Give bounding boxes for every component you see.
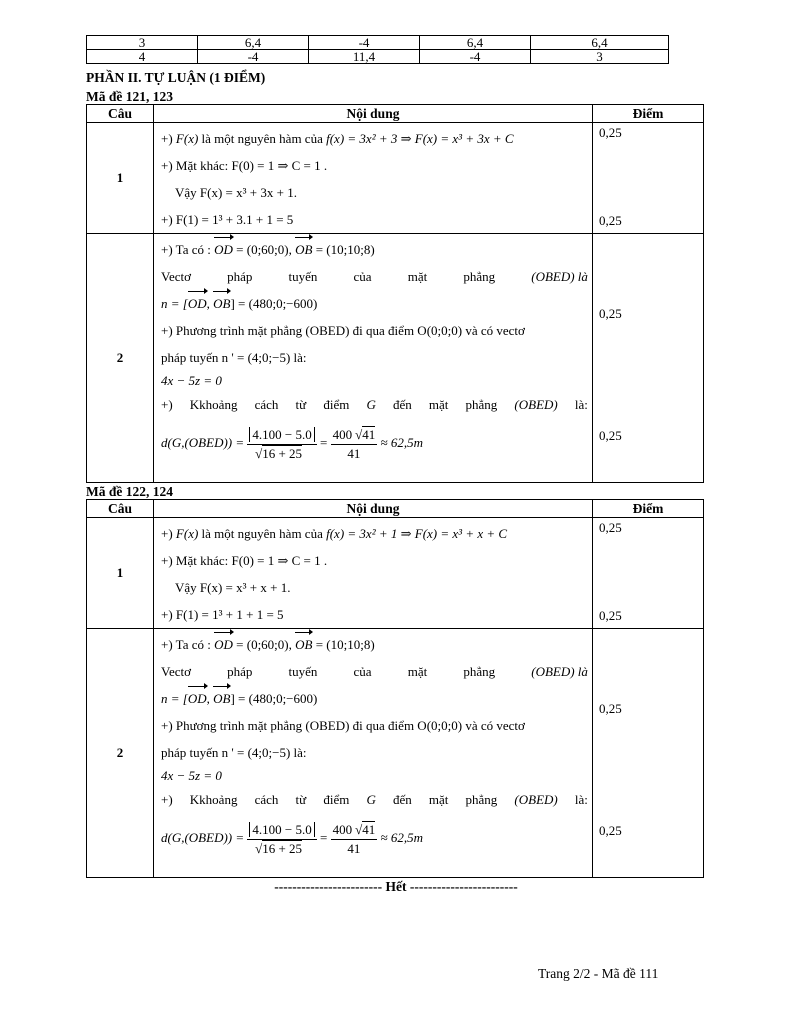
table-row bbox=[87, 234, 704, 483]
page-footer: Trang 2/2 - Mã đề 111 bbox=[538, 966, 659, 981]
table-cell: -4 bbox=[309, 36, 420, 50]
answer-content bbox=[154, 629, 593, 878]
table-cell: 6,4 bbox=[531, 36, 669, 50]
points-value: 0,25 bbox=[599, 701, 622, 716]
answer-line: Vectơ pháp tuyến của mặt phẳng (OBED) là bbox=[161, 269, 588, 284]
table-cell: 4 bbox=[87, 50, 198, 64]
answer-line: Vậy F(x) = x³ + x + 1. bbox=[175, 580, 291, 595]
answer-line: +) Ta có : OD = (0;60;0), OB = (10;10;8) bbox=[161, 631, 588, 658]
points-cell bbox=[593, 123, 704, 234]
fraction: $\frac{400√ 41}{41}$ bbox=[331, 821, 378, 858]
exam-code-title: Mã đề 122, 124 bbox=[86, 484, 173, 499]
answer-line: 4x − 5z = 0 bbox=[161, 768, 222, 783]
answer-line: n = [OD, OB] = (480;0;−600) bbox=[161, 685, 588, 712]
table-cell: -4 bbox=[420, 50, 531, 64]
table-header-row bbox=[87, 500, 704, 518]
header-question: Câu bbox=[87, 500, 154, 518]
answer-line: +) Mặt khác: F(0) = 1 ⇒ C = 1 . bbox=[161, 553, 328, 568]
answer-line: pháp tuyến n ' = (4;0;−5) là: bbox=[161, 745, 307, 760]
answer-line: +) Kkhoảng cách từ điểm G đến mặt phẳng (OBED) là: bbox=[161, 397, 588, 412]
answer-content bbox=[154, 123, 593, 234]
answer-content bbox=[154, 234, 593, 483]
question-number: 2 bbox=[87, 234, 154, 483]
points-cell bbox=[593, 629, 704, 878]
fraction: 4.100 − 5.0 √ 16 + 25 bbox=[247, 426, 316, 463]
table-row bbox=[87, 36, 669, 50]
answer-line: +) Phương trình mặt phẳng (OBED) đi qua điểm O(0;0;0) và có vectơ bbox=[161, 718, 525, 733]
question-number: 2 bbox=[87, 629, 154, 878]
table-cell: 11,4 bbox=[309, 50, 420, 64]
table-row bbox=[87, 629, 704, 878]
fraction: 4.100 − 5.0 √ 16 + 25 bbox=[247, 821, 316, 858]
points-value: 0,25 bbox=[599, 125, 622, 140]
answer-line: +) Kkhoảng cách từ điểm G đến mặt phẳng (OBED) là: bbox=[161, 792, 588, 807]
points-value: 0,25 bbox=[599, 608, 622, 623]
solution-table bbox=[86, 499, 704, 878]
question-number: 1 bbox=[87, 123, 154, 234]
table-cell: -4 bbox=[198, 50, 309, 64]
table-row bbox=[87, 518, 704, 629]
answer-line: +) F(1) = 1³ + 3.1 + 1 = 5 bbox=[161, 212, 294, 227]
table-row bbox=[87, 50, 669, 64]
answer-line: +) Mặt khác: F(0) = 1 ⇒ C = 1 . bbox=[161, 158, 328, 173]
answer-table bbox=[86, 35, 669, 64]
answer-line: Vectơ pháp tuyến của mặt phẳng (OBED) là bbox=[161, 664, 588, 679]
table-cell: 3 bbox=[531, 50, 669, 64]
answer-line: +) Phương trình mặt phẳng (OBED) đi qua điểm O(0;0;0) và có vectơ bbox=[161, 323, 525, 338]
table-cell: 6,4 bbox=[198, 36, 309, 50]
answer-line: +) Ta có : OD = (0;60;0), OB = (10;10;8) bbox=[161, 236, 588, 263]
part-title: PHẦN II. TỰ LUẬN (1 ĐIỂM) bbox=[86, 70, 266, 85]
header-points: Điểm bbox=[593, 500, 704, 518]
answer-line: 4x − 5z = 0 bbox=[161, 373, 222, 388]
end-mark: ------------------------ Hết ------------------------ bbox=[274, 879, 518, 894]
answer-line: n = [OD, OB] = (480;0;−600) bbox=[161, 290, 588, 317]
solution-table bbox=[86, 104, 704, 483]
header-content: Nội dung bbox=[154, 105, 593, 123]
points-value: 0,25 bbox=[599, 823, 622, 838]
table-header-row bbox=[87, 105, 704, 123]
points-value: 0,25 bbox=[599, 213, 622, 228]
points-value: 0,25 bbox=[599, 428, 622, 443]
answer-line: +) F(x) là một nguyên hàm của f(x) = 3x² + 3 ⇒ F(x) = x³ + 3x + C bbox=[161, 131, 514, 146]
header-points: Điểm bbox=[593, 105, 704, 123]
header-question: Câu bbox=[87, 105, 154, 123]
answer-line: +) F(1) = 1³ + 1 + 1 = 5 bbox=[161, 607, 284, 622]
points-value: 0,25 bbox=[599, 306, 622, 321]
exam-code-title: Mã đề 121, 123 bbox=[86, 89, 173, 104]
points-cell bbox=[593, 234, 704, 483]
fraction: $\frac{400√ 41}{41}$ bbox=[331, 426, 378, 463]
header-content: Nội dung bbox=[154, 500, 593, 518]
answer-line: Vậy F(x) = x³ + 3x + 1. bbox=[175, 185, 297, 200]
question-number: 1 bbox=[87, 518, 154, 629]
points-cell bbox=[593, 518, 704, 629]
distance-formula: d(G,(OBED)) = 4.100 − 5.0 √ 16 + 25 = $\frac{400√ 41}{41}$ ≈ 62,5m bbox=[161, 418, 588, 468]
table-cell: 3 bbox=[87, 36, 198, 50]
table-cell: 6,4 bbox=[420, 36, 531, 50]
distance-formula: d(G,(OBED)) = 4.100 − 5.0 √ 16 + 25 = $\frac{400√ 41}{41}$ ≈ 62,5m bbox=[161, 813, 588, 863]
answer-line: pháp tuyến n ' = (4;0;−5) là: bbox=[161, 350, 307, 365]
answer-line: +) F(x) là một nguyên hàm của f(x) = 3x² + 1 ⇒ F(x) = x³ + x + C bbox=[161, 526, 508, 541]
table-row bbox=[87, 123, 704, 234]
points-value: 0,25 bbox=[599, 520, 622, 535]
answer-content bbox=[154, 518, 593, 629]
